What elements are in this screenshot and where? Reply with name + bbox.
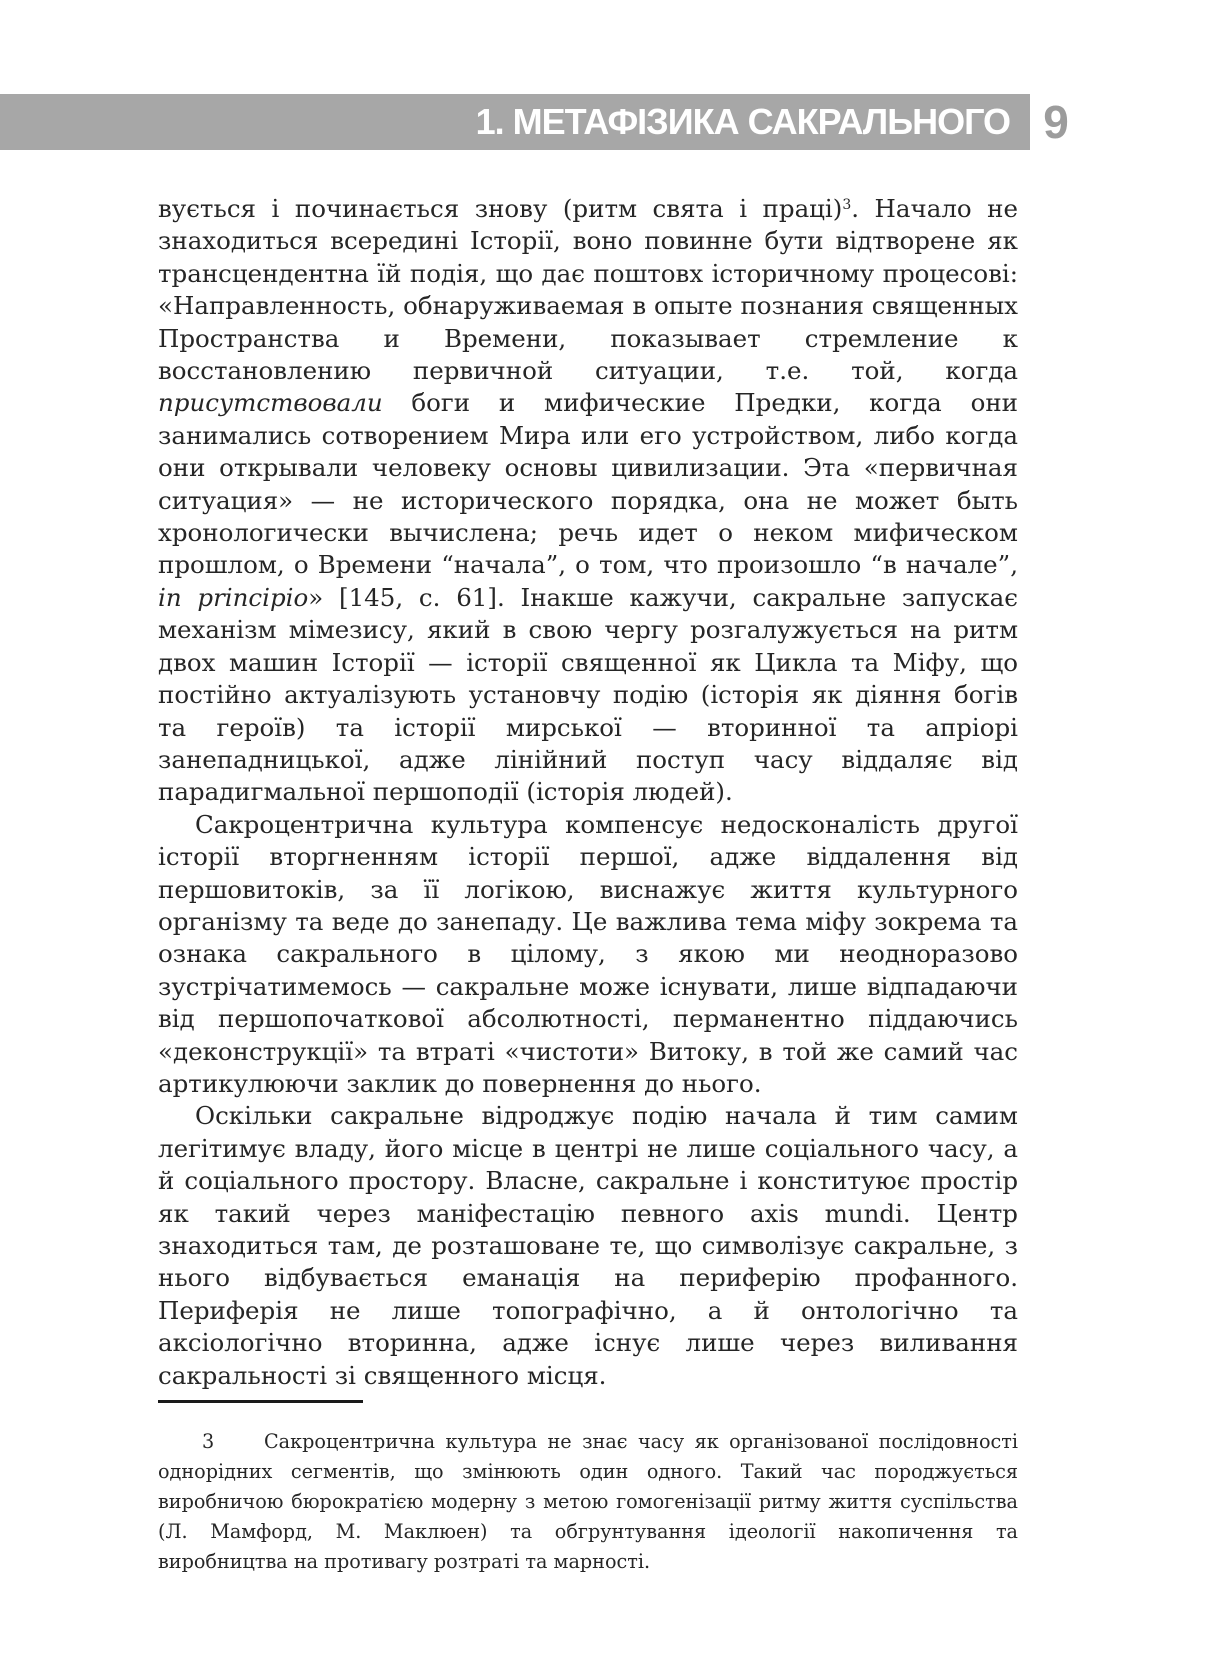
footnote-reference: 3 bbox=[842, 197, 852, 213]
paragraph-1-part-4: » [145, с. 61]. Інакше кажучи, сакральне запускає механізм мімезису, який в свою чергу розгалужується на ритм двох машин Історії — історії священної як Цикла та Міфу, що постійно актуалізують установчу подію (історія як діяння богів та героїв) та історії мирської — вторинної та апріорі занепадницької, адже лінійний поступ часу віддаляє від парадигмальної першоподії (історія людей). bbox=[158, 582, 1018, 807]
paragraph-3: Оскільки сакральне відроджує подію начала й тим самим легітимує владу, його місце в центрі не лише соціального часу, а й соціального простору. Власне, сакральне і конституює простір як такий через маніфестацію певного axis mundi. Центр знаходиться там, де розташоване те, що символізує сакральне, з нього відбувається еманація на периферію профанного. Периферія не лише топографічно, а й онтологічно та аксіологічно вторинна, адже існує лише через виливання сакральності зі священного місця. bbox=[158, 1101, 1018, 1390]
chapter-title: 1. МЕТАФІЗИКА САКРАЛЬНОГО bbox=[475, 101, 1010, 142]
paragraph-1 bbox=[158, 193, 1018, 809]
italic-term-present: присутствовали bbox=[158, 388, 383, 418]
footnote-number: 3 bbox=[202, 1430, 215, 1453]
paragraph-2: Сакроцентрична культура компенсує недосконалість другої історії вторгненням історії першої, адже віддалення від першовитоків, за її логікою, виснажує життя культурного організму та веде до занепаду. Це важлива тема міфу зокрема та ознака сакрального в цілому, з якою ми неодноразово зустрічатимемось — сакральне може існувати, лише відпадаючи від першопочаткової абсолютності, перманентно піддаючись «деконструкції» та втраті «чистоти» Витоку, в той же самий час артикулюючи заклик до повернення до нього. bbox=[158, 809, 1018, 1098]
footnote-divider bbox=[158, 1400, 363, 1403]
italic-term-in-principio: in principio bbox=[158, 582, 309, 612]
paragraph-1-part-3: боги и мифические Предки, когда они занимались сотворением Мира или его устройством, либо когда они открывали человеку основы цивилизации. Эта «первичная ситуация» — не исторического порядка, она не может быть хронологически вычислена; речь идет о неком мифическом прошлом, о Времени “начала”, о том, что произошло “в начале”, bbox=[158, 388, 1018, 580]
paragraph-1-part-1: вується і починається знову (ритм свята і праці) bbox=[158, 194, 843, 223]
paragraph-1-part-2: . Начало не знаходиться всередині Історії, воно повинне бути відтворене як трансцендентна їй подія, що дає поштовх історичному процесові: «Направленность, обнаруживаемая в опыте познания священных Пространства и Времени, показывает стремление к восстановлению первичной ситуации, т.е. той, когда bbox=[158, 194, 1018, 386]
body-text bbox=[158, 193, 1018, 1392]
footnote bbox=[158, 1427, 1018, 1577]
page-number: 9 bbox=[1043, 96, 1069, 148]
footnote-text: Сакроцентрична культура не знає часу як організованої послідовності однорідних сегментів, що змінюють один одного. Такий час породжується виробничою бюрократією модерну з метою гомогенізації ритму життя суспільства (Л. Мамфорд, М. Маклюен) та обгрунтування ідеології накопичення та виробництва на противагу розтраті та марності. bbox=[158, 1430, 1018, 1573]
chapter-header-band bbox=[0, 94, 1030, 150]
